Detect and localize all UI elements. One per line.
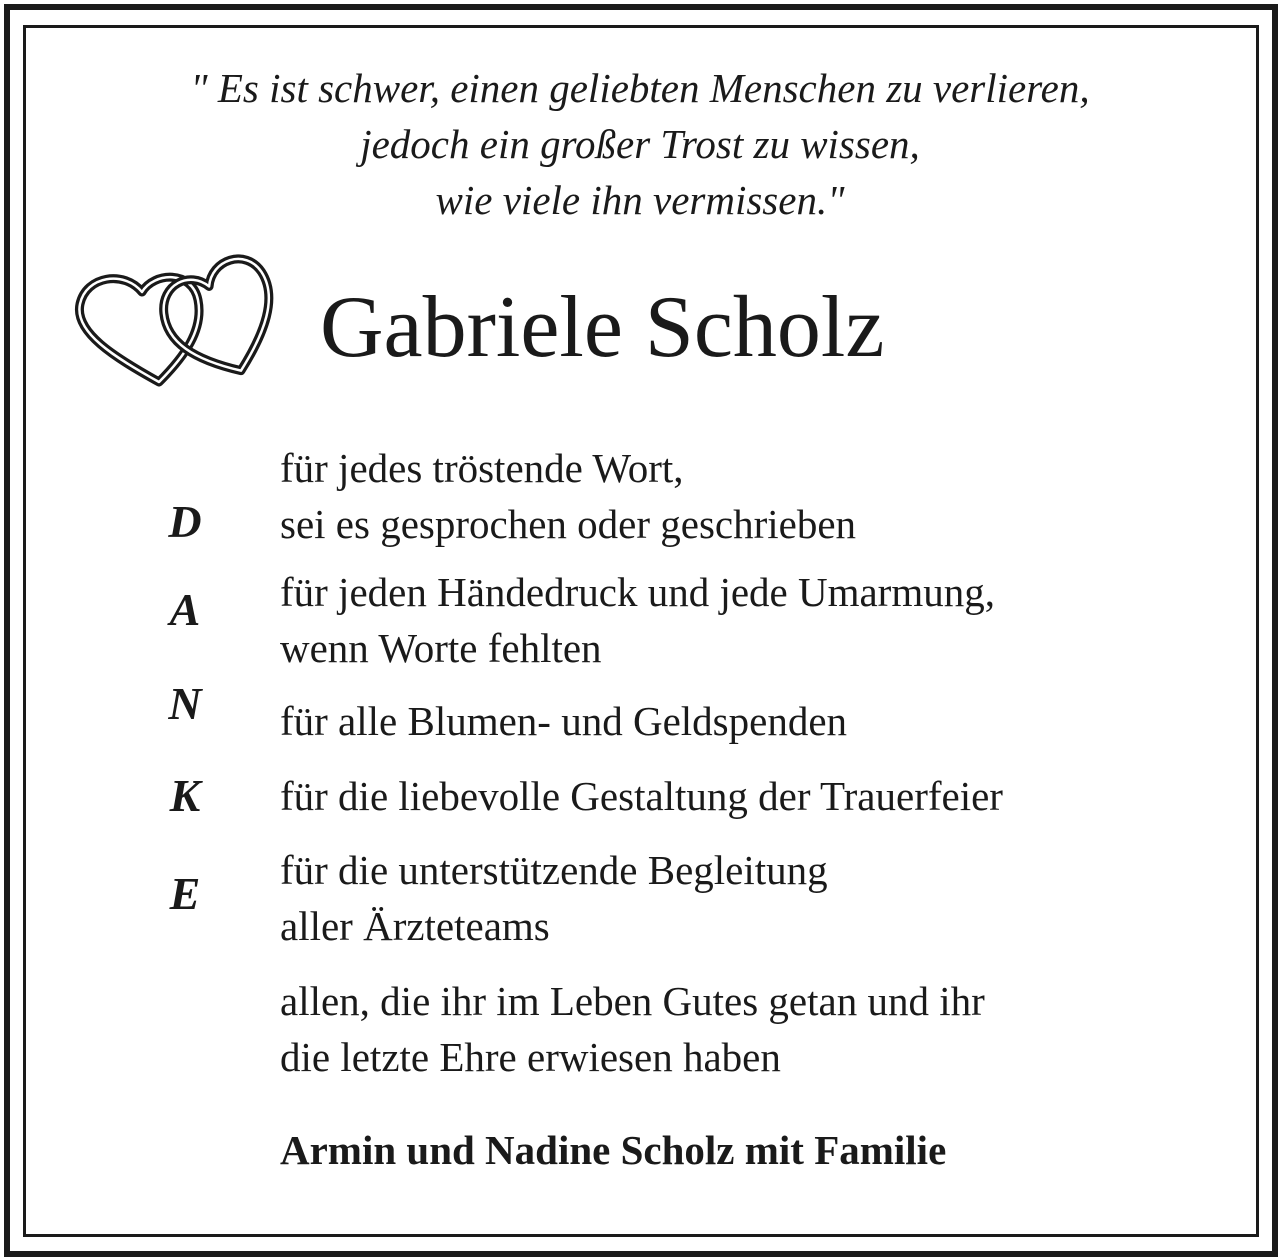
thanks-item [280,842,828,954]
thanks-item [280,564,995,676]
signature: Armin und Nadine Scholz mit Familie [280,1127,947,1173]
thanks-line: für die liebevolle Gestaltung der Trauerfeier [280,773,1003,819]
thanks-item [280,693,847,749]
thanks-line: für alle Blumen- und Geldspenden [280,698,848,744]
thanks-line: aller Ärzteteams [280,903,550,949]
thanks-line: die letzte Ehre erwiesen haben [280,1034,781,1080]
thanks-item [280,440,856,552]
quote-line: " Es ist schwer, einen geliebten Menschen zu verlieren, [190,65,1090,111]
thanks-line: für jeden Händedruck und jede Umarmung, [280,569,995,615]
thanks-line: wenn Worte fehlten [280,625,602,671]
acrostic-letter-a: A [169,584,201,635]
memorial-quote [40,60,1240,228]
thanks-line: für die unterstützende Begleitung [280,847,828,893]
thanks-line: allen, die ihr im Leben Gutes getan und ihr [280,978,985,1024]
deceased-name: Gabriele Scholz [320,279,885,376]
acrostic-letter-k: K [169,770,201,821]
two-hearts-icon [74,232,284,392]
thanks-line: für jedes tröstende Wort, [280,445,684,491]
acrostic-letter-e: E [169,868,201,919]
thanks-item [280,973,985,1085]
thanks-item [280,768,1003,824]
thanks-line: sei es gesprochen oder geschrieben [280,501,857,547]
acrostic-letter-d: D [168,496,202,547]
quote-line: jedoch ein großer Trost zu wissen, [360,121,920,167]
quote-line: wie viele ihn vermissen." [435,177,845,223]
acrostic-letter-n: N [168,678,202,729]
